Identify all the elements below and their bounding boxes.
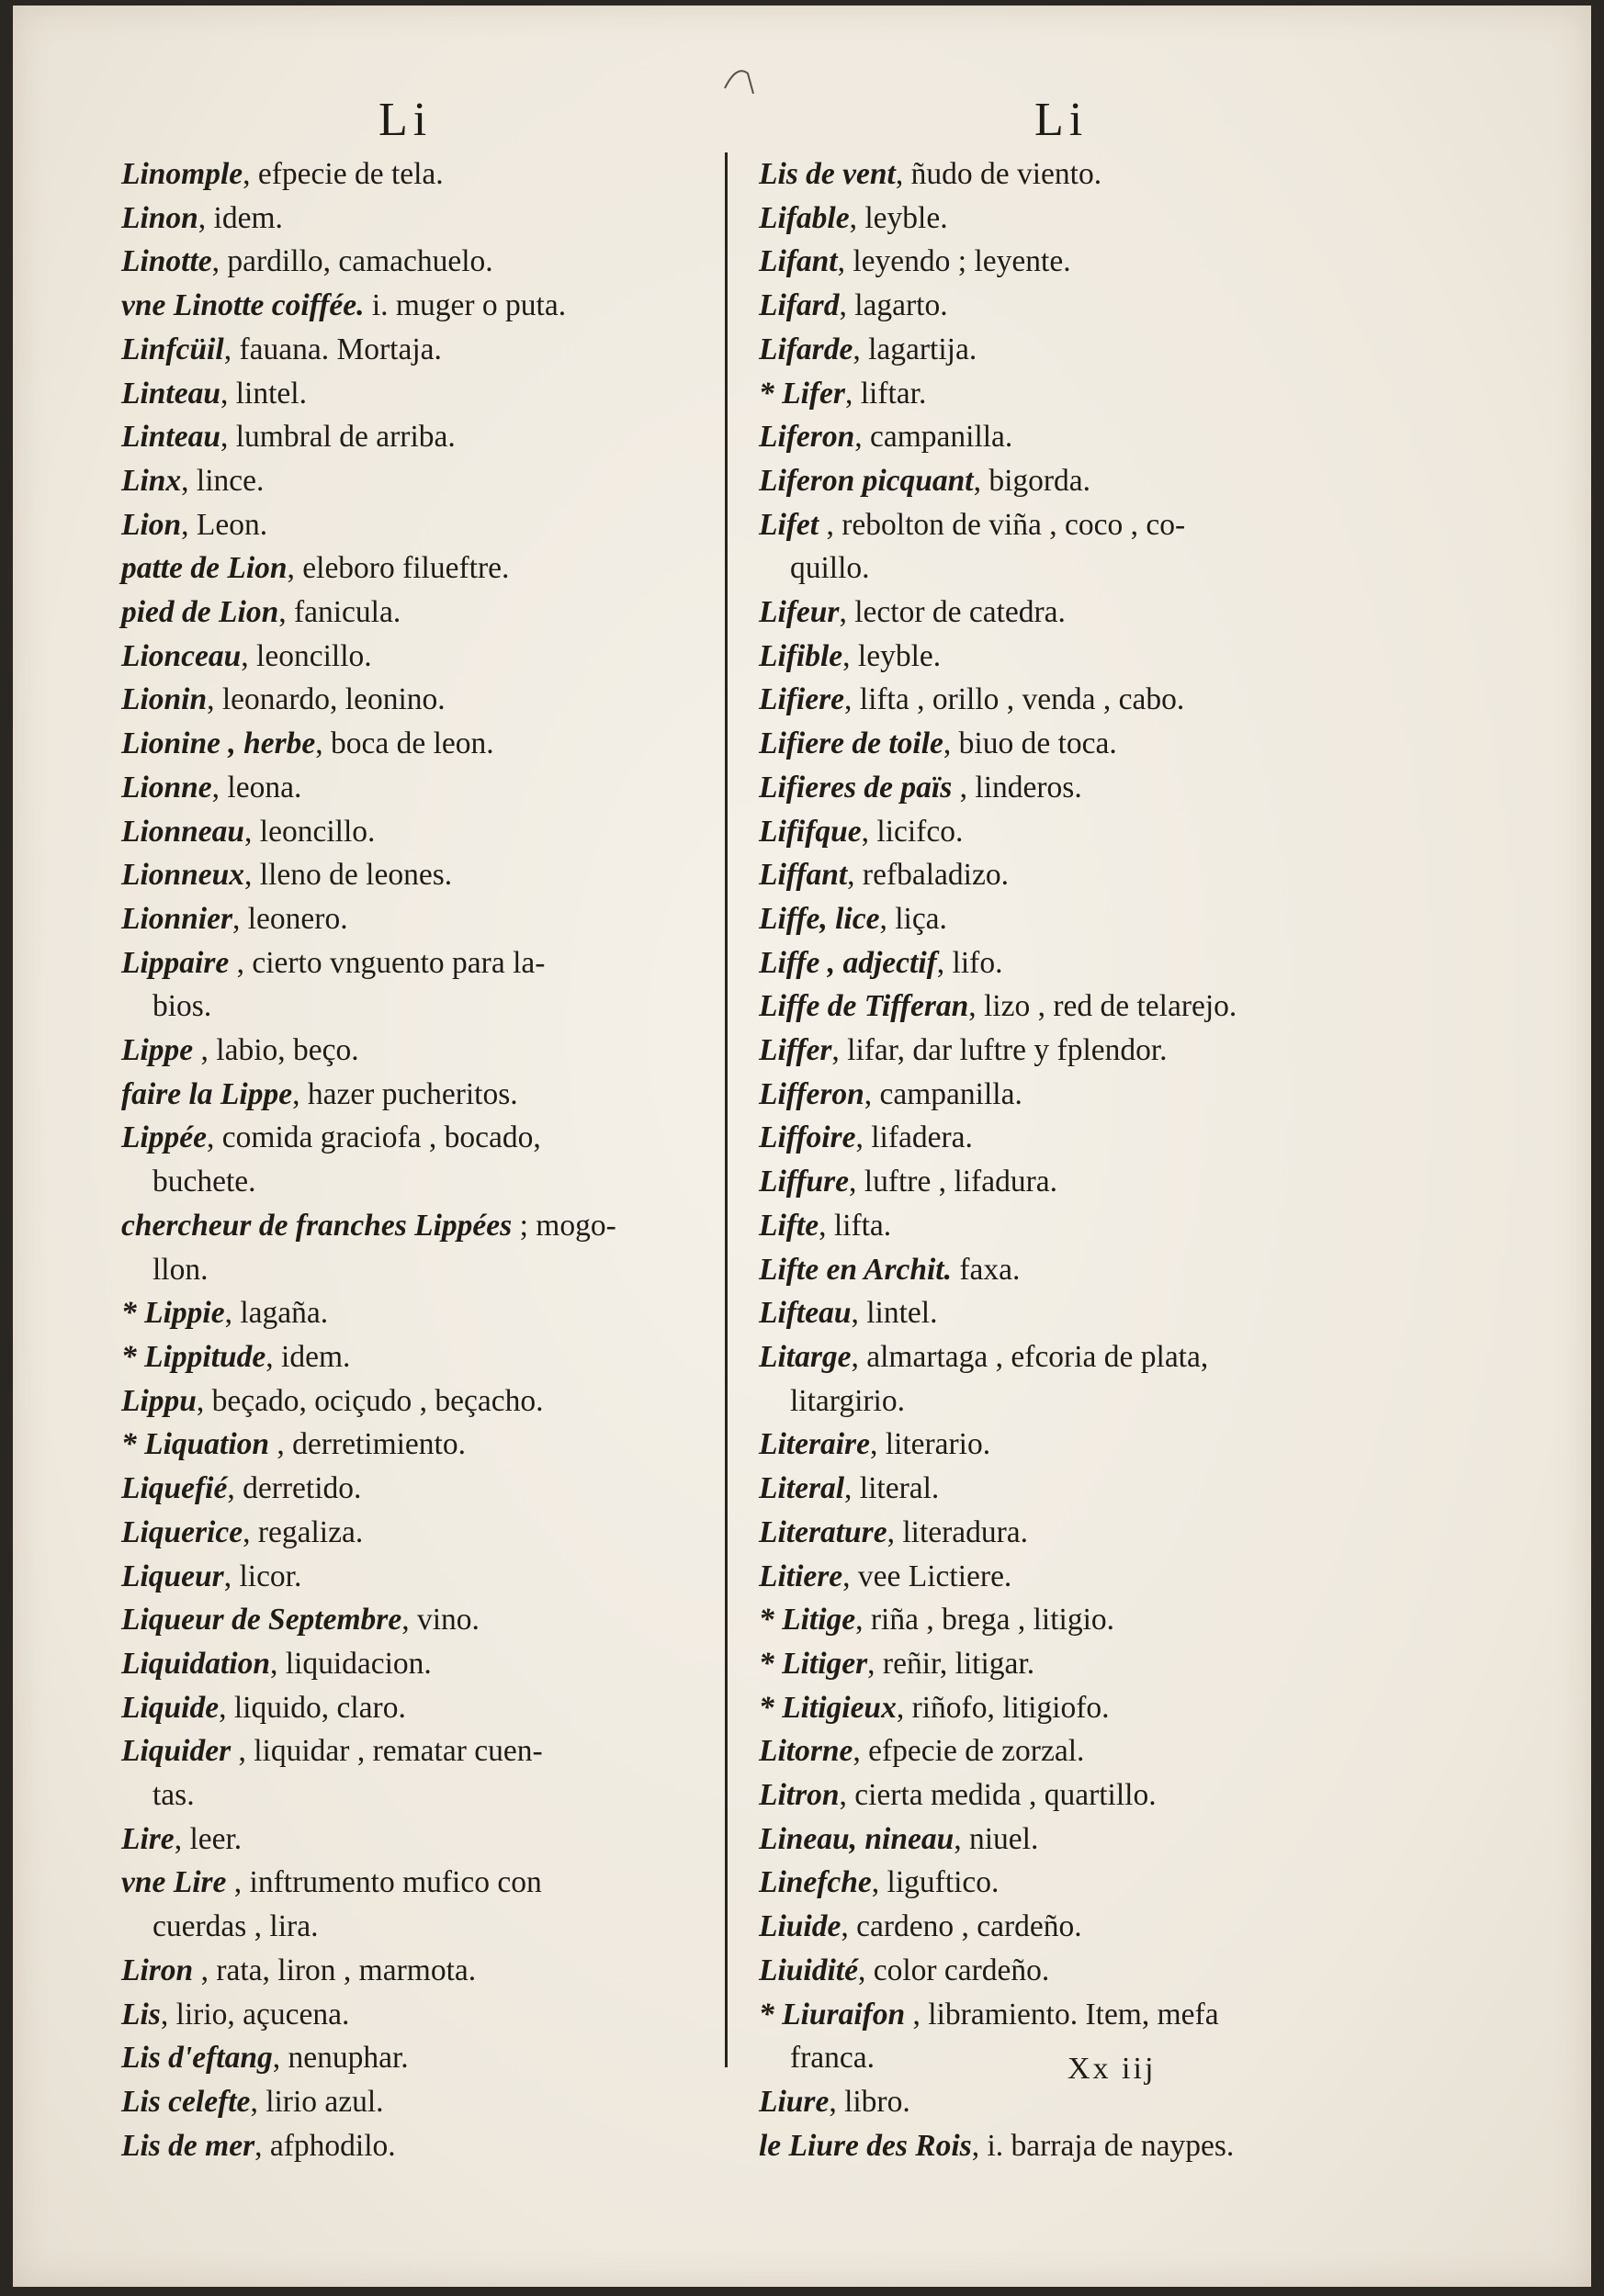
definition-text: , biuo de toca. — [943, 726, 1117, 761]
headword: Liuidité — [759, 1953, 858, 1987]
headword: chercheur de franches Lippées — [121, 1208, 513, 1243]
definition-text: bios. — [152, 989, 212, 1024]
headword: Linx — [121, 463, 182, 498]
definition-text: , lagaña. — [224, 1296, 329, 1331]
headword: Literaire — [759, 1427, 870, 1462]
definition-text: cuerdas , lira. — [152, 1909, 319, 1944]
headword: Lippu — [121, 1383, 197, 1418]
headword: Liffant — [759, 858, 848, 893]
headword: Linteau — [121, 376, 220, 411]
dictionary-entry — [121, 722, 718, 766]
headword: vne Lire — [121, 1865, 227, 1900]
definition-text: , eleboro filueftre. — [287, 551, 510, 586]
headword: Linfcüil — [121, 332, 224, 366]
dictionary-entry — [121, 1993, 718, 2037]
definition-text: , cardeno , cardeño. — [841, 1909, 1082, 1944]
dictionary-entry — [759, 503, 1356, 547]
dictionary-entry — [759, 1686, 1356, 1730]
headword: Lififque — [759, 814, 862, 849]
entry-continuation — [759, 1379, 1356, 1424]
dictionary-entry — [121, 1598, 718, 1642]
dictionary-entry — [759, 2124, 1356, 2168]
dictionary-entry — [759, 152, 1356, 197]
headword: Lis de vent — [759, 157, 896, 191]
dictionary-entry — [121, 897, 718, 941]
entry-continuation — [121, 1905, 718, 1949]
dictionary-entry — [759, 1905, 1356, 1949]
dictionary-entry — [759, 1204, 1356, 1248]
definition-text: , lifta , orillo , venda , cabo. — [844, 682, 1185, 717]
headword: * Litigieux — [759, 1690, 897, 1725]
left-column — [121, 152, 718, 2167]
dictionary-entry — [121, 1379, 718, 1424]
headword: Literal — [759, 1471, 845, 1506]
dictionary-entry — [121, 1818, 718, 1862]
dictionary-entry — [121, 1029, 718, 1073]
definition-text: , leer. — [174, 1821, 243, 1856]
dictionary-entry — [121, 2124, 718, 2168]
headword: Lippe — [121, 1033, 194, 1068]
headword: Lis d'eftang — [121, 2041, 273, 2076]
definition-text: , literal. — [844, 1471, 940, 1506]
headword: Lire — [121, 1821, 175, 1856]
headword: Liferon — [759, 420, 855, 455]
dictionary-entry — [121, 1686, 718, 1730]
definition-text: , comida graciofa , bocado, — [207, 1120, 541, 1155]
headword: Linteau — [121, 420, 220, 455]
headword: Liffure — [759, 1165, 850, 1199]
headword: Linon — [121, 200, 198, 235]
headword: Lifard — [759, 288, 840, 323]
definition-text: , fanicula. — [278, 595, 401, 630]
definition-text: , vee Lictiere. — [842, 1559, 1012, 1593]
headword: Lifeur — [759, 595, 840, 630]
headword: Literature — [759, 1514, 887, 1549]
headword: Linotte — [121, 244, 212, 279]
headword: Lionceau — [121, 638, 242, 673]
dictionary-entry — [759, 1511, 1356, 1555]
definition-text: , lumbral de arriba. — [220, 420, 456, 455]
definition-text: , lirio azul. — [250, 2084, 384, 2119]
dictionary-entry — [121, 1949, 718, 1993]
definition-text: , leyble. — [849, 200, 948, 235]
right-column-header: Li — [1034, 94, 1089, 146]
headword: Lifiere de toile — [759, 726, 943, 761]
definition-text: , lagarto. — [839, 288, 948, 323]
dictionary-entry — [759, 591, 1356, 635]
dictionary-entry — [759, 1993, 1356, 2037]
dictionary-entry — [759, 284, 1356, 328]
dictionary-entry — [759, 328, 1356, 372]
dictionary-entry — [759, 415, 1356, 459]
dictionary-entry — [759, 897, 1356, 941]
definition-text: , lizo , red de telarejo. — [968, 989, 1237, 1024]
definition-text: , hazer pucheritos. — [292, 1076, 518, 1111]
definition-text: , riñofo, litigiofo. — [896, 1690, 1110, 1725]
definition-text: franca. — [790, 2041, 875, 2076]
definition-text: , leyendo ; leyente. — [837, 244, 1071, 279]
headword: Liuide — [759, 1909, 842, 1944]
dictionary-entry — [759, 1335, 1356, 1379]
headword: Lifteau — [759, 1296, 852, 1331]
headword: Lionin — [121, 682, 208, 717]
dictionary-entry — [121, 459, 718, 503]
column-divider — [725, 152, 728, 2067]
headword: Liquidation — [121, 1646, 270, 1681]
headword: * Lippitude — [121, 1339, 266, 1374]
headword: Lionnier — [121, 901, 232, 936]
dictionary-entry — [121, 1291, 718, 1335]
dictionary-entry — [759, 1949, 1356, 1993]
definition-text: , leona. — [211, 770, 302, 805]
dictionary-entry — [759, 1729, 1356, 1773]
dictionary-entry — [121, 328, 718, 372]
dictionary-entry — [121, 1073, 718, 1117]
headword: Liffer — [759, 1033, 832, 1068]
headword: pied de Lion — [121, 595, 279, 630]
dictionary-entry — [121, 635, 718, 679]
dictionary-entry — [121, 1467, 718, 1511]
headword: Liferon picquant — [759, 463, 974, 498]
dictionary-entry — [759, 1598, 1356, 1642]
definition-text: , labio, beço. — [193, 1033, 359, 1068]
dictionary-entry — [121, 941, 718, 985]
definition-text: , leonero. — [232, 901, 348, 936]
dictionary-entry — [121, 1335, 718, 1379]
definition-text: , lector de catedra. — [839, 595, 1066, 630]
headword: * Liquation — [121, 1427, 270, 1462]
dictionary-page — [13, 6, 1591, 2287]
definition-text: faxa. — [951, 1252, 1021, 1287]
definition-text: , rata, liron , marmota. — [193, 1953, 477, 1987]
definition-text: , beçado, ociçudo , beçacho. — [196, 1383, 544, 1418]
dictionary-entry — [121, 372, 718, 416]
definition-text: , idem. — [265, 1339, 351, 1374]
definition-text: , niuel. — [954, 1821, 1039, 1856]
dictionary-entry — [759, 985, 1356, 1029]
headword: Liqueur de Septembre — [121, 1603, 402, 1638]
dictionary-entry — [759, 1642, 1356, 1686]
headword: Lippaire — [121, 945, 230, 980]
dictionary-entry — [121, 678, 718, 722]
page-corner-mark-icon — [720, 61, 757, 97]
definition-text: , literadura. — [887, 1514, 1029, 1549]
headword: vne Linotte coiffée. — [121, 288, 365, 323]
headword: Liquerice — [121, 1514, 243, 1549]
headword: Lionine , herbe — [121, 726, 316, 761]
definition-text: , pardillo, camachuelo. — [211, 244, 493, 279]
definition-text: , idem. — [198, 200, 283, 235]
dictionary-entry — [759, 1248, 1356, 1292]
dictionary-entry — [759, 1116, 1356, 1160]
dictionary-entry — [759, 197, 1356, 241]
definition-text: tas. — [152, 1778, 195, 1813]
definition-text: , lirio, açucena. — [160, 1997, 350, 2032]
headword: Litorne — [759, 1734, 853, 1769]
headword: Lifable — [759, 200, 850, 235]
definition-text: , fauana. Mortaja. — [223, 332, 442, 366]
headword: Lifet — [759, 507, 819, 542]
definition-text: , reñir, litigar. — [867, 1646, 1035, 1681]
definition-text: , lagartija. — [853, 332, 977, 366]
definition-text: quillo. — [790, 551, 870, 586]
headword: Litarge — [759, 1339, 852, 1374]
dictionary-entry — [759, 1861, 1356, 1905]
definition-text: , color cardeño. — [857, 1953, 1050, 1987]
definition-text: , luftre , lifadura. — [849, 1165, 1057, 1199]
definition-text: ; mogo- — [512, 1208, 616, 1243]
headword: Liquide — [121, 1690, 220, 1725]
entry-continuation — [759, 546, 1356, 591]
dictionary-entry — [121, 197, 718, 241]
definition-text: , derretimiento. — [269, 1427, 466, 1462]
dictionary-entry — [759, 1029, 1356, 1073]
definition-text: , literario. — [869, 1427, 991, 1462]
definition-text: , bigorda. — [973, 463, 1091, 498]
definition-text: , leyble. — [842, 638, 942, 673]
headword: Lifte en Archit. — [759, 1252, 952, 1287]
dictionary-entry — [121, 503, 718, 547]
headword: Lifieres de païs — [759, 770, 953, 805]
dictionary-entry — [759, 1073, 1356, 1117]
definition-text: , nenuphar. — [272, 2041, 409, 2076]
dictionary-entry — [121, 1729, 718, 1773]
entry-continuation — [121, 1248, 718, 1292]
definition-text: , libro. — [829, 2084, 910, 2119]
dictionary-entry — [759, 1423, 1356, 1467]
definition-text: , afphodilo. — [254, 2128, 396, 2163]
definition-text: , campanilla. — [864, 1076, 1022, 1111]
definition-text: , derretido. — [227, 1471, 362, 1506]
headword: Liffe, lice — [759, 901, 880, 936]
definition-text: , lintel. — [851, 1296, 938, 1331]
headword: Lion — [121, 507, 182, 542]
definition-text: , cierta medida , quartillo. — [839, 1778, 1157, 1813]
dictionary-entry — [121, 2080, 718, 2124]
definition-text: , linderos. — [952, 770, 1082, 805]
dictionary-entry — [121, 1861, 718, 1905]
dictionary-entry — [121, 240, 718, 284]
definition-text: , lince. — [181, 463, 265, 498]
definition-text: , i. barraja de naypes. — [971, 2128, 1235, 2163]
headword: Lippée — [121, 1120, 208, 1155]
headword: Lionne — [121, 770, 212, 805]
dictionary-entry — [759, 1773, 1356, 1818]
definition-text: , boca de leon. — [315, 726, 494, 761]
headword: Liure — [759, 2084, 830, 2119]
definition-text: , cierto vnguento para la- — [229, 945, 546, 980]
definition-text: , liftar. — [844, 376, 927, 411]
headword: Lis celefte — [121, 2084, 251, 2119]
definition-text: , rebolton de viña , coco , co- — [819, 507, 1186, 542]
headword: Linomple — [121, 157, 243, 191]
definition-text: llon. — [152, 1252, 209, 1287]
dictionary-entry — [759, 1467, 1356, 1511]
headword: Litiere — [759, 1559, 843, 1593]
headword: Liquefié — [121, 1471, 228, 1506]
definition-text: , liquidacion. — [269, 1646, 432, 1681]
right-column — [759, 152, 1356, 2167]
entry-continuation — [121, 1773, 718, 1818]
definition-text: , lifo. — [936, 945, 1003, 980]
headword: Liquider — [121, 1734, 232, 1769]
dictionary-entry — [759, 722, 1356, 766]
dictionary-entry — [759, 240, 1356, 284]
definition-text: , inftrumento mufico con — [226, 1865, 542, 1900]
headword: * Lifer — [759, 376, 845, 411]
headword: Linefche — [759, 1865, 872, 1900]
headword: le Liure des Rois — [759, 2128, 972, 2163]
definition-text: , lifar, dar luftre y fplendor. — [831, 1033, 1168, 1068]
definition-text: , lleno de leones. — [244, 858, 453, 893]
headword: Lionneux — [121, 858, 245, 893]
definition-text: , lifadera. — [855, 1120, 973, 1155]
headword: faire la Lippe — [121, 1076, 293, 1111]
definition-text: , regaliza. — [243, 1514, 364, 1549]
dictionary-entry — [121, 284, 718, 328]
dictionary-entry — [121, 415, 718, 459]
definition-text: , liça. — [879, 901, 947, 936]
dictionary-entry — [121, 546, 718, 591]
dictionary-entry — [759, 1818, 1356, 1862]
signature-mark: Xx iij — [1067, 2052, 1157, 2086]
dictionary-entry — [759, 2080, 1356, 2124]
dictionary-entry — [121, 853, 718, 897]
dictionary-entry — [121, 152, 718, 197]
definition-text: , licifco. — [861, 814, 964, 849]
dictionary-entry — [121, 1555, 718, 1599]
dictionary-entry — [759, 853, 1356, 897]
dictionary-entry — [759, 1555, 1356, 1599]
dictionary-entry — [121, 1642, 718, 1686]
headword: Litron — [759, 1778, 840, 1813]
entry-continuation — [121, 985, 718, 1029]
definition-text: , liguftico. — [871, 1865, 1000, 1900]
headword: Lionneau — [121, 814, 245, 849]
definition-text: , liquidar , rematar cuen- — [231, 1734, 543, 1769]
dictionary-entry — [121, 766, 718, 810]
headword: Lifible — [759, 638, 843, 673]
definition-text: , Leon. — [181, 507, 268, 542]
definition-text: , ñudo de viento. — [895, 157, 1102, 191]
definition-text: , lintel. — [220, 376, 307, 411]
definition-text: , campanilla. — [854, 420, 1013, 455]
headword: Liffoire — [759, 1120, 856, 1155]
left-column-header: Li — [378, 94, 433, 146]
dictionary-entry — [759, 766, 1356, 810]
definition-text: , licor. — [223, 1559, 302, 1593]
headword: Liffe , adjectif — [759, 945, 937, 980]
dictionary-entry — [121, 1204, 718, 1248]
headword: Lineau, nineau — [759, 1821, 954, 1856]
definition-text: i. muger o puta. — [364, 288, 567, 323]
dictionary-entry — [121, 1423, 718, 1467]
definition-text: , riña , brega , litigio. — [855, 1603, 1115, 1638]
definition-text: , efpecie de tela. — [243, 157, 444, 191]
dictionary-entry — [121, 1511, 718, 1555]
dictionary-entry — [121, 810, 718, 854]
definition-text: , leonardo, leonino. — [207, 682, 446, 717]
headword: * Liuraifon — [759, 1997, 906, 2032]
definition-text: , liquido, claro. — [219, 1690, 406, 1725]
headword: Liqueur — [121, 1559, 224, 1593]
headword: patte de Lion — [121, 551, 288, 586]
dictionary-entry — [121, 1116, 718, 1160]
headword: Lifant — [759, 244, 838, 279]
headword: * Lippie — [121, 1296, 225, 1331]
dictionary-entry — [759, 678, 1356, 722]
dictionary-entry — [759, 635, 1356, 679]
definition-text: , almartaga , efcoria de plata, — [851, 1339, 1209, 1374]
dictionary-entry — [759, 372, 1356, 416]
definition-text: , lifta. — [819, 1208, 892, 1243]
dictionary-entry — [759, 1160, 1356, 1204]
dictionary-entry — [759, 810, 1356, 854]
definition-text: buchete. — [152, 1165, 256, 1199]
definition-text: , libramiento. Item, mefa — [905, 1997, 1219, 2032]
definition-text: , refbaladizo. — [847, 858, 1009, 893]
headword: * Litiger — [759, 1646, 868, 1681]
headword: Liron — [121, 1953, 194, 1987]
headword: Lifiere — [759, 682, 845, 717]
dictionary-entry — [121, 2036, 718, 2080]
entry-continuation — [121, 1160, 718, 1204]
headword: Liffe de Tifferan — [759, 989, 969, 1024]
headword: * Litige — [759, 1603, 856, 1638]
headword: Lis — [121, 1997, 161, 2032]
headword: Lis de mer — [121, 2128, 255, 2163]
dictionary-entry — [121, 591, 718, 635]
definition-text: , efpecie de zorzal. — [853, 1734, 1085, 1769]
headword: Lifferon — [759, 1076, 864, 1111]
dictionary-entry — [759, 1291, 1356, 1335]
entry-continuation — [759, 2036, 1356, 2080]
dictionary-entry — [759, 941, 1356, 985]
definition-text: litargirio. — [790, 1383, 905, 1418]
definition-text: , leoncillo. — [244, 814, 376, 849]
headword: Lifte — [759, 1208, 819, 1243]
definition-text: , vino. — [401, 1603, 480, 1638]
dictionary-entry — [759, 459, 1356, 503]
definition-text: , leoncillo. — [241, 638, 372, 673]
headword: Lifarde — [759, 332, 853, 366]
